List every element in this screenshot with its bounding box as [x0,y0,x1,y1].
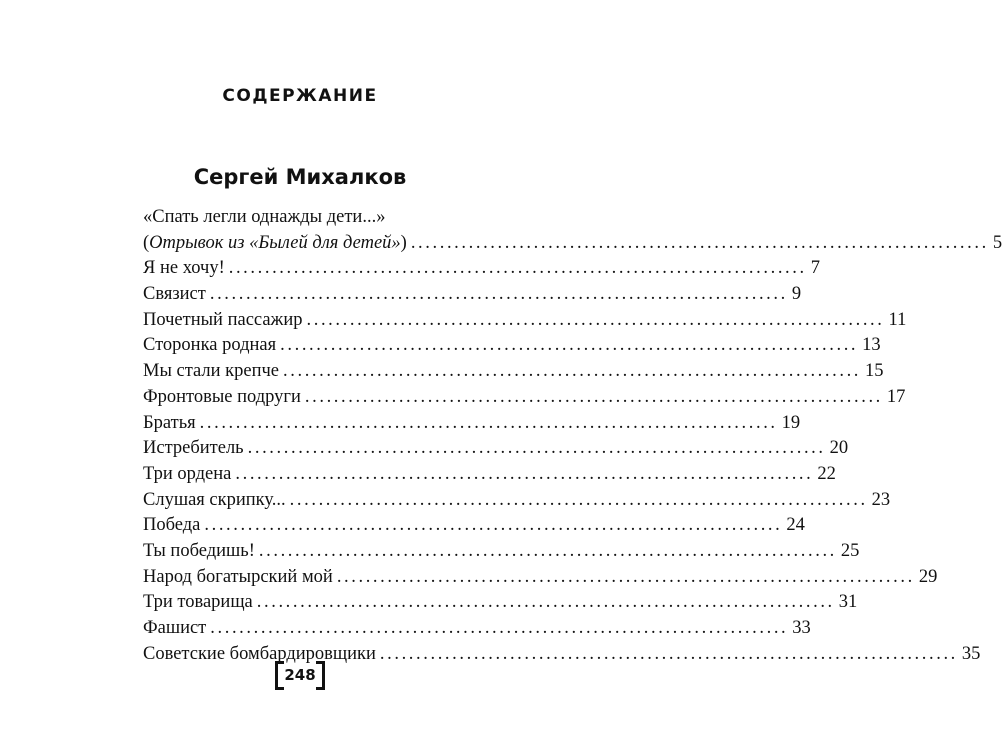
leader-dots: ................................................................................ [336,566,915,587]
leader-dots: ................................................................................ [304,386,883,407]
toc-entry-title: Победа [143,515,201,536]
toc-entry[interactable] [143,539,860,565]
toc-entry-first-line2[interactable] [143,231,1002,257]
toc-entry-page: 33 [792,618,811,638]
leader-dots: ................................................................................ [204,515,783,536]
toc-entry[interactable] [143,616,811,642]
toc-entry-page: 5 [992,232,1002,253]
toc-entry[interactable] [143,462,836,488]
leader-dots: ................................................................................ [228,258,807,279]
toc-entry-title: Мы стали крепче [143,361,280,382]
toc-entry-page: 22 [817,463,836,484]
toc-entry-page: 23 [871,489,891,510]
leader-dots: ................................................................................ [410,232,989,253]
toc-entry-title: Народ богатырский мой [143,566,333,587]
toc-entry-page: 11 [888,309,907,330]
toc-entry-page: 31 [838,592,858,613]
toc-entry-page: 29 [918,566,938,587]
toc-entry-title: Связист [143,284,206,305]
toc-entry-page: 13 [862,335,881,356]
toc-entry-page: 24 [786,515,805,536]
toc-entry[interactable] [143,411,801,437]
leader-dots: ................................................................................ [280,335,859,356]
page-number: 248 [275,664,324,686]
toc-entry-page: 19 [781,412,801,433]
author-name: Сергей Михалков [193,165,407,189]
toc-entry-title: (Отрывок из «Былей для детей») [143,232,407,253]
toc-entry-page: 25 [840,540,860,561]
toc-entry-page: 15 [865,361,884,382]
toc-entry-title: Братья [143,412,196,433]
toc-entry-first-line1[interactable]: «Спать легли однажды дети...» [143,207,386,227]
leader-dots: ................................................................................ [235,463,814,484]
toc-entry-page: 35 [961,643,981,664]
leader-dots: ................................................................................ [258,540,837,561]
toc-entry-title: Советские бомбардировщики [143,643,376,664]
table-of-contents [143,205,1002,667]
leader-dots: ................................................................................ [306,309,885,330]
toc-entry-title: Фашист [143,618,207,638]
toc-entry-title: Почетный пассажир [143,309,303,330]
leader-dots: ................................................................................ [256,592,835,613]
page-number-container [0,664,600,686]
page-title: СОДЕРЖАНИЕ [222,86,378,106]
toc-entry-title: Сторонка родная [143,335,277,356]
toc-entry[interactable] [143,359,884,385]
toc-entry-title: Ты победишь! [143,540,255,561]
toc-entry-title: Фронтовые подруги [143,386,301,407]
toc-entry-page: 17 [886,386,906,407]
leader-dots: ................................................................................ [379,643,958,664]
toc-entry[interactable] [143,385,906,411]
leader-dots: ................................................................................ [283,361,862,382]
toc-entry-title: Слушая скрипку... [143,489,286,510]
leader-dots: ................................................................................ [209,284,788,305]
toc-entry[interactable] [143,488,891,514]
toc-entry-page: 20 [829,438,849,459]
toc-entry-page: 7 [810,258,820,279]
toc-entry-title: Истребитель [143,438,244,459]
toc-entry[interactable] [143,333,881,359]
toc-entry-title: Три ордена [143,463,232,484]
toc-entry-title: Я не хочу! [143,258,225,279]
toc-entry-title: Три товарища [143,592,253,613]
leader-dots: ................................................................................ [247,438,826,459]
toc-entry[interactable] [143,436,849,462]
leader-dots: ................................................................................ [289,489,868,510]
toc-entry[interactable] [143,590,858,616]
leader-dots: ................................................................................ [199,412,778,433]
leader-dots: ................................................................................ [210,618,789,638]
toc-entry[interactable] [143,256,820,282]
toc-entry-page: 9 [791,284,802,305]
toc-entry[interactable] [143,565,938,591]
toc-entry[interactable] [143,513,805,539]
toc-entry[interactable] [143,308,907,334]
toc-entry[interactable] [143,282,802,308]
